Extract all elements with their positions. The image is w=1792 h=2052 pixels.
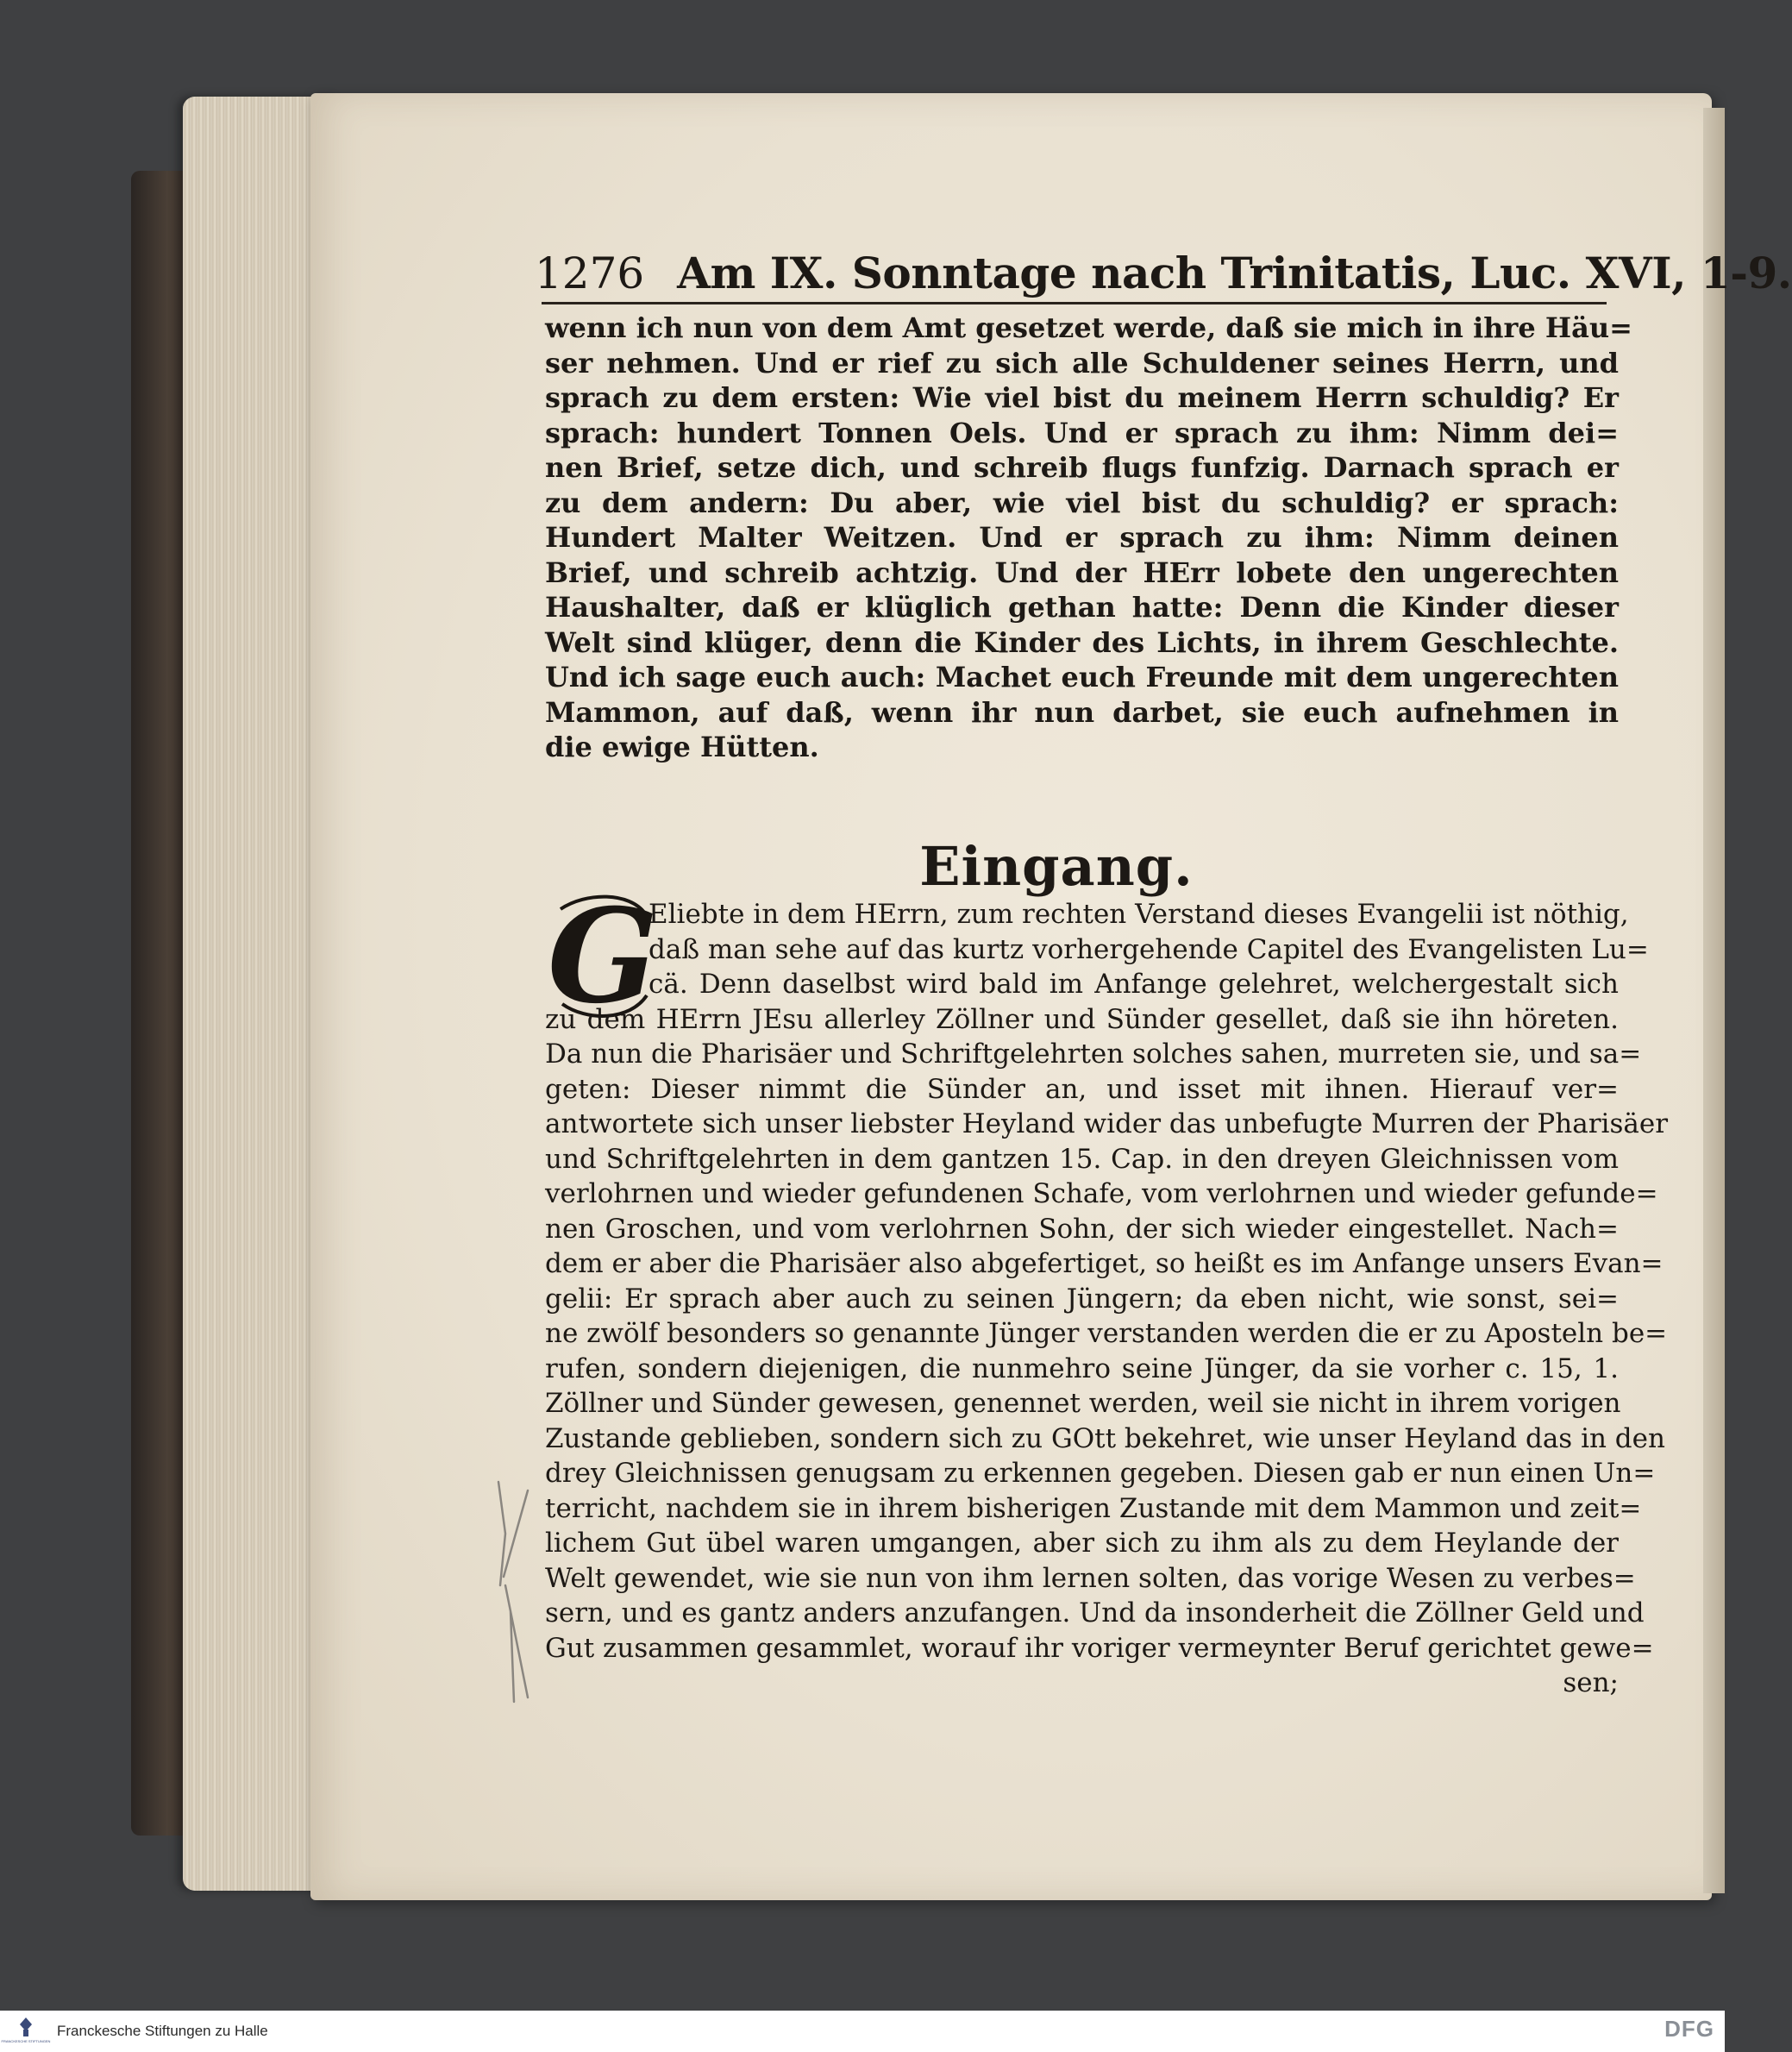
text-line: Welt sind klüger, denn die Kinder des Lichts, in ihrem Geschlechte. <box>545 625 1619 659</box>
text-line: verlohrnen und wieder gefundenen Schafe, vom verlohrnen und wieder gefunde= <box>545 1178 1658 1209</box>
text-line: Eliebte in dem HErrn, zum rechten Verstand dieses Evangelii ist nöthig, <box>649 899 1629 930</box>
text-line: nen Brief, setze dich, und schreib flugs funfzig. Darnach sprach er <box>545 451 1619 484</box>
section-heading: Eingang. <box>919 835 1194 898</box>
text-line: zu dem andern: Du aber, wie viel bist du schuldig? er sprach: <box>545 486 1619 519</box>
catchword: sen; <box>1563 1667 1619 1698</box>
text-line: nen Groschen, und vom verlohrnen Sohn, der sich wieder eingestellet. Nach= <box>545 1213 1619 1245</box>
text-line: Haushalter, daß er klüglich gethan hatte: Denn die Kinder dieser <box>545 591 1619 624</box>
text-line: Zustande geblieben, sondern sich zu GOtt bekehret, wie unser Heyland das in den <box>545 1422 1665 1454</box>
text-line: ser nehmen. Und er rief zu sich alle Schuldener seines Herrn, und <box>545 346 1619 380</box>
text-line: Zöllner und Sünder gewesen, genennet werden, weil sie nicht in ihrem vorigen <box>545 1388 1621 1419</box>
initial-letter: G <box>547 881 659 1032</box>
page-right-edge <box>1703 108 1725 1893</box>
text-line: terricht, nachdem sie in ihrem bisherigen Zustande mit dem Mammon und zeit= <box>545 1492 1642 1524</box>
text-line: antwortete sich unser liebster Heyland wider das unbefugte Murren der Pharisäer <box>545 1108 1669 1139</box>
text-line: sern, und es gantz anders anzufangen. Und da insonderheit die Zöllner Geld und <box>545 1597 1645 1628</box>
page-number: 1276 <box>535 248 645 298</box>
text-line: drey Gleichnissen genugsam zu erkennen gegeben. Diesen gab er nun einen Un= <box>545 1458 1656 1489</box>
text-line: geten: Dieser nimmt die Sünder an, und isset mit ihnen. Hierauf ver= <box>545 1073 1619 1105</box>
text-line: und Schriftgelehrten in dem gantzen 15. Cap. in den dreyen Gleichnissen vom <box>545 1143 1619 1175</box>
text-line: sprach zu dem ersten: Wie viel bist du meinem Herrn schuldig? Er <box>545 381 1619 414</box>
text-line: lichem Gut übel waren umgangen, aber sich zu ihm als zu dem Heylande der <box>545 1528 1619 1559</box>
text-line: dem er aber die Pharisäer also abgefertiget, so heißt es im Anfange unsers Evan= <box>545 1248 1664 1279</box>
text-line: ne zwölf besonders so genannte Jünger verstanden werden die er zu Aposteln be= <box>545 1318 1668 1349</box>
text-line: Hundert Malter Weitzen. Und er sprach zu ihm: Nimm deinen <box>545 521 1619 554</box>
footer-bar <box>0 2011 1725 2052</box>
text-line: gelii: Er sprach aber auch zu seinen Jüngern; da eben nicht, wie sonst, sei= <box>545 1283 1619 1315</box>
text-line: die ewige Hütten. <box>545 731 819 763</box>
logo-caption: FRANCKESCHE STIFTUNGEN <box>1 2039 51 2043</box>
commentary-text <box>545 897 1669 1701</box>
text-line: Brief, und schreib achtzig. Und der HErr lobete den ungerechten <box>545 555 1619 589</box>
text-line: rufen, sondern diejenigen, die nunmehro seine Jünger, da sie vorher c. 15, 1. <box>545 1352 1619 1384</box>
pencil-margin-mark-icon <box>493 1482 536 1706</box>
text-line: Welt gewendet, wie sie nun von ihm lernen solten, das vorige Wesen zu verbes= <box>545 1562 1636 1594</box>
text-line: Und ich sage euch auch: Machet euch Freunde mit dem ungerechten <box>545 661 1619 693</box>
text-line: sprach: hundert Tonnen Oels. Und er sprach zu ihm: Nimm dei= <box>545 416 1619 449</box>
running-head <box>535 243 1792 304</box>
text-line: zu dem HErrn JEsu allerley Zöllner und Sünder gesellet, daß sie ihn höreten. <box>545 1003 1619 1035</box>
text-line: wenn ich nun von dem Amt gesetzet werde, daß sie mich in ihre Häu= <box>545 311 1632 344</box>
dfg-logo: DFG <box>1664 2016 1714 2042</box>
text-line: Gut zusammen gesammlet, worauf ihr voriger vermeynter Beruf gerichtet gewe= <box>545 1632 1654 1664</box>
text-line: Da nun die Pharisäer und Schriftgelehrten solches sahen, murreten sie, und sa= <box>545 1039 1642 1070</box>
institution-name: Franckesche Stiftungen zu Halle <box>57 2023 268 2039</box>
running-title: Am IX. Sonntage nach Trinitatis, Luc. XVI, 1-9. <box>677 248 1792 298</box>
text-line: cä. Denn daselbst wird bald im Anfange gelehret, welchergestalt sich <box>649 969 1619 1000</box>
text-line: Mammon, auf daß, wenn ihr nun darbet, sie euch aufnehmen in <box>545 695 1619 729</box>
francke-foundation-logo-icon[interactable] <box>1 2014 51 2049</box>
header-rule <box>542 302 1607 304</box>
text-line: daß man sehe auf das kurtz vorhergehende Capitel des Evangelisten Lu= <box>649 933 1649 965</box>
gospel-text <box>545 311 1632 765</box>
